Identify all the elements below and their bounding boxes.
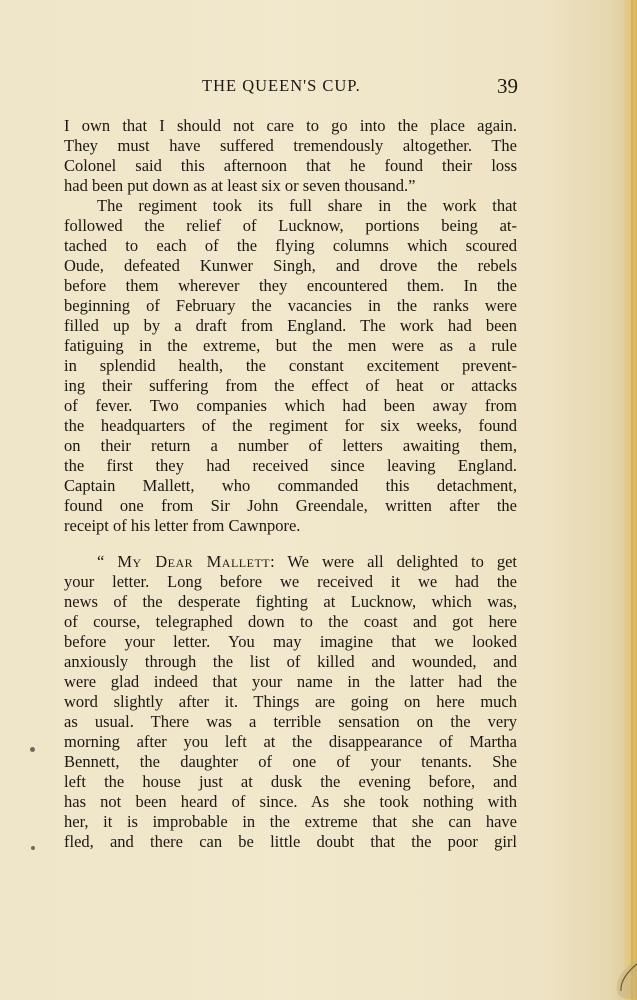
letter-first-line-rest: : We were all delighted to get xyxy=(270,552,517,571)
opening-quote: “ xyxy=(97,552,118,571)
text-line: Oude, defeated Kunwer Singh, and drove the rebels xyxy=(64,256,517,275)
text-line: filled up by a draft from England. The work had been xyxy=(64,316,517,335)
letter-line: morning after you left at the disappearance of Martha xyxy=(64,732,517,751)
letter-lines xyxy=(64,572,517,852)
text-line: beginning of February the vacancies in the ranks were xyxy=(64,296,517,315)
letter-line: before your letter. You may imagine that we looked xyxy=(64,632,517,651)
letter-line: were glad indeed that your name in the latter had the xyxy=(64,672,517,691)
letter-line: has not been heard of since. As she took nothing with xyxy=(64,792,517,811)
text-line: before them wherever they encountered them. In the xyxy=(64,276,517,295)
text-line: I own that I should not care to go into the place again. xyxy=(64,116,517,135)
running-title: THE QUEEN'S CUP. xyxy=(202,76,361,95)
text-line: They must have suffered tremendously altogether. The xyxy=(64,136,517,155)
page-text xyxy=(64,116,517,852)
page-header xyxy=(62,74,522,102)
margin-speck xyxy=(31,846,35,850)
text-line: Captain Mallett, who commanded this detachment, xyxy=(64,476,517,495)
text-line: the first they had received since leaving England. xyxy=(64,456,517,475)
letter-line: left the house just at dusk the evening before, and xyxy=(64,772,517,791)
narrative-paragraphs xyxy=(64,116,517,536)
text-line: receipt of his letter from Cawnpore. xyxy=(64,516,301,535)
letter-block xyxy=(64,552,517,852)
text-line: ing their suffering from the effect of heat or attacks xyxy=(64,376,517,395)
letter-line: news of the desperate fighting at Lucknow, which was, xyxy=(64,592,517,611)
paragraph-gap xyxy=(64,536,517,552)
text-line: of fever. Two companies which had been away from xyxy=(64,396,517,415)
letter-line: her, it is improbable in the extreme that she can have xyxy=(64,812,517,831)
text-line: Colonel said this afternoon that he found their loss xyxy=(64,156,517,175)
letter-line: Bennett, the daughter of one of your tenants. She xyxy=(64,752,517,771)
page-corner-curl xyxy=(607,958,637,1000)
text-line: the headquarters of the regiment for six weeks, found xyxy=(64,416,517,435)
page-number: 39 xyxy=(497,74,518,98)
text-line: followed the relief of Lucknow, portions being at- xyxy=(64,216,517,235)
text-line: The regiment took its full share in the work that xyxy=(97,196,517,215)
text-line: on their return a number of letters awaiting them, xyxy=(64,436,517,455)
text-line: found one from Sir John Greendale, written after the xyxy=(64,496,517,515)
page-edge-line xyxy=(631,0,633,1000)
letter-salutation: My Dear Mallett xyxy=(117,552,271,571)
letter-line: anxiously through the list of killed and wounded, and xyxy=(64,652,517,671)
letter-first-line xyxy=(64,552,517,572)
letter-line: of course, telegraphed down to the coast and got here xyxy=(64,612,517,631)
text-line: had been put down as at least six or seven thousand.” xyxy=(64,176,416,195)
text-line: fatiguing in the extreme, but the men were as a rule xyxy=(64,336,517,355)
page-edge-stain xyxy=(623,0,637,1000)
letter-line: as usual. There was a terrible sensation on the very xyxy=(64,712,517,731)
letter-line: your letter. Long before we received it we had the xyxy=(64,572,517,591)
margin-speck xyxy=(30,747,35,752)
text-line: tached to each of the flying columns which scoured xyxy=(64,236,517,255)
text-line: in splendid health, the constant excitement prevent- xyxy=(64,356,517,375)
letter-line: fled, and there can be little doubt that the poor girl xyxy=(64,832,517,851)
letter-line: word slightly after it. Things are going on here much xyxy=(64,692,517,711)
